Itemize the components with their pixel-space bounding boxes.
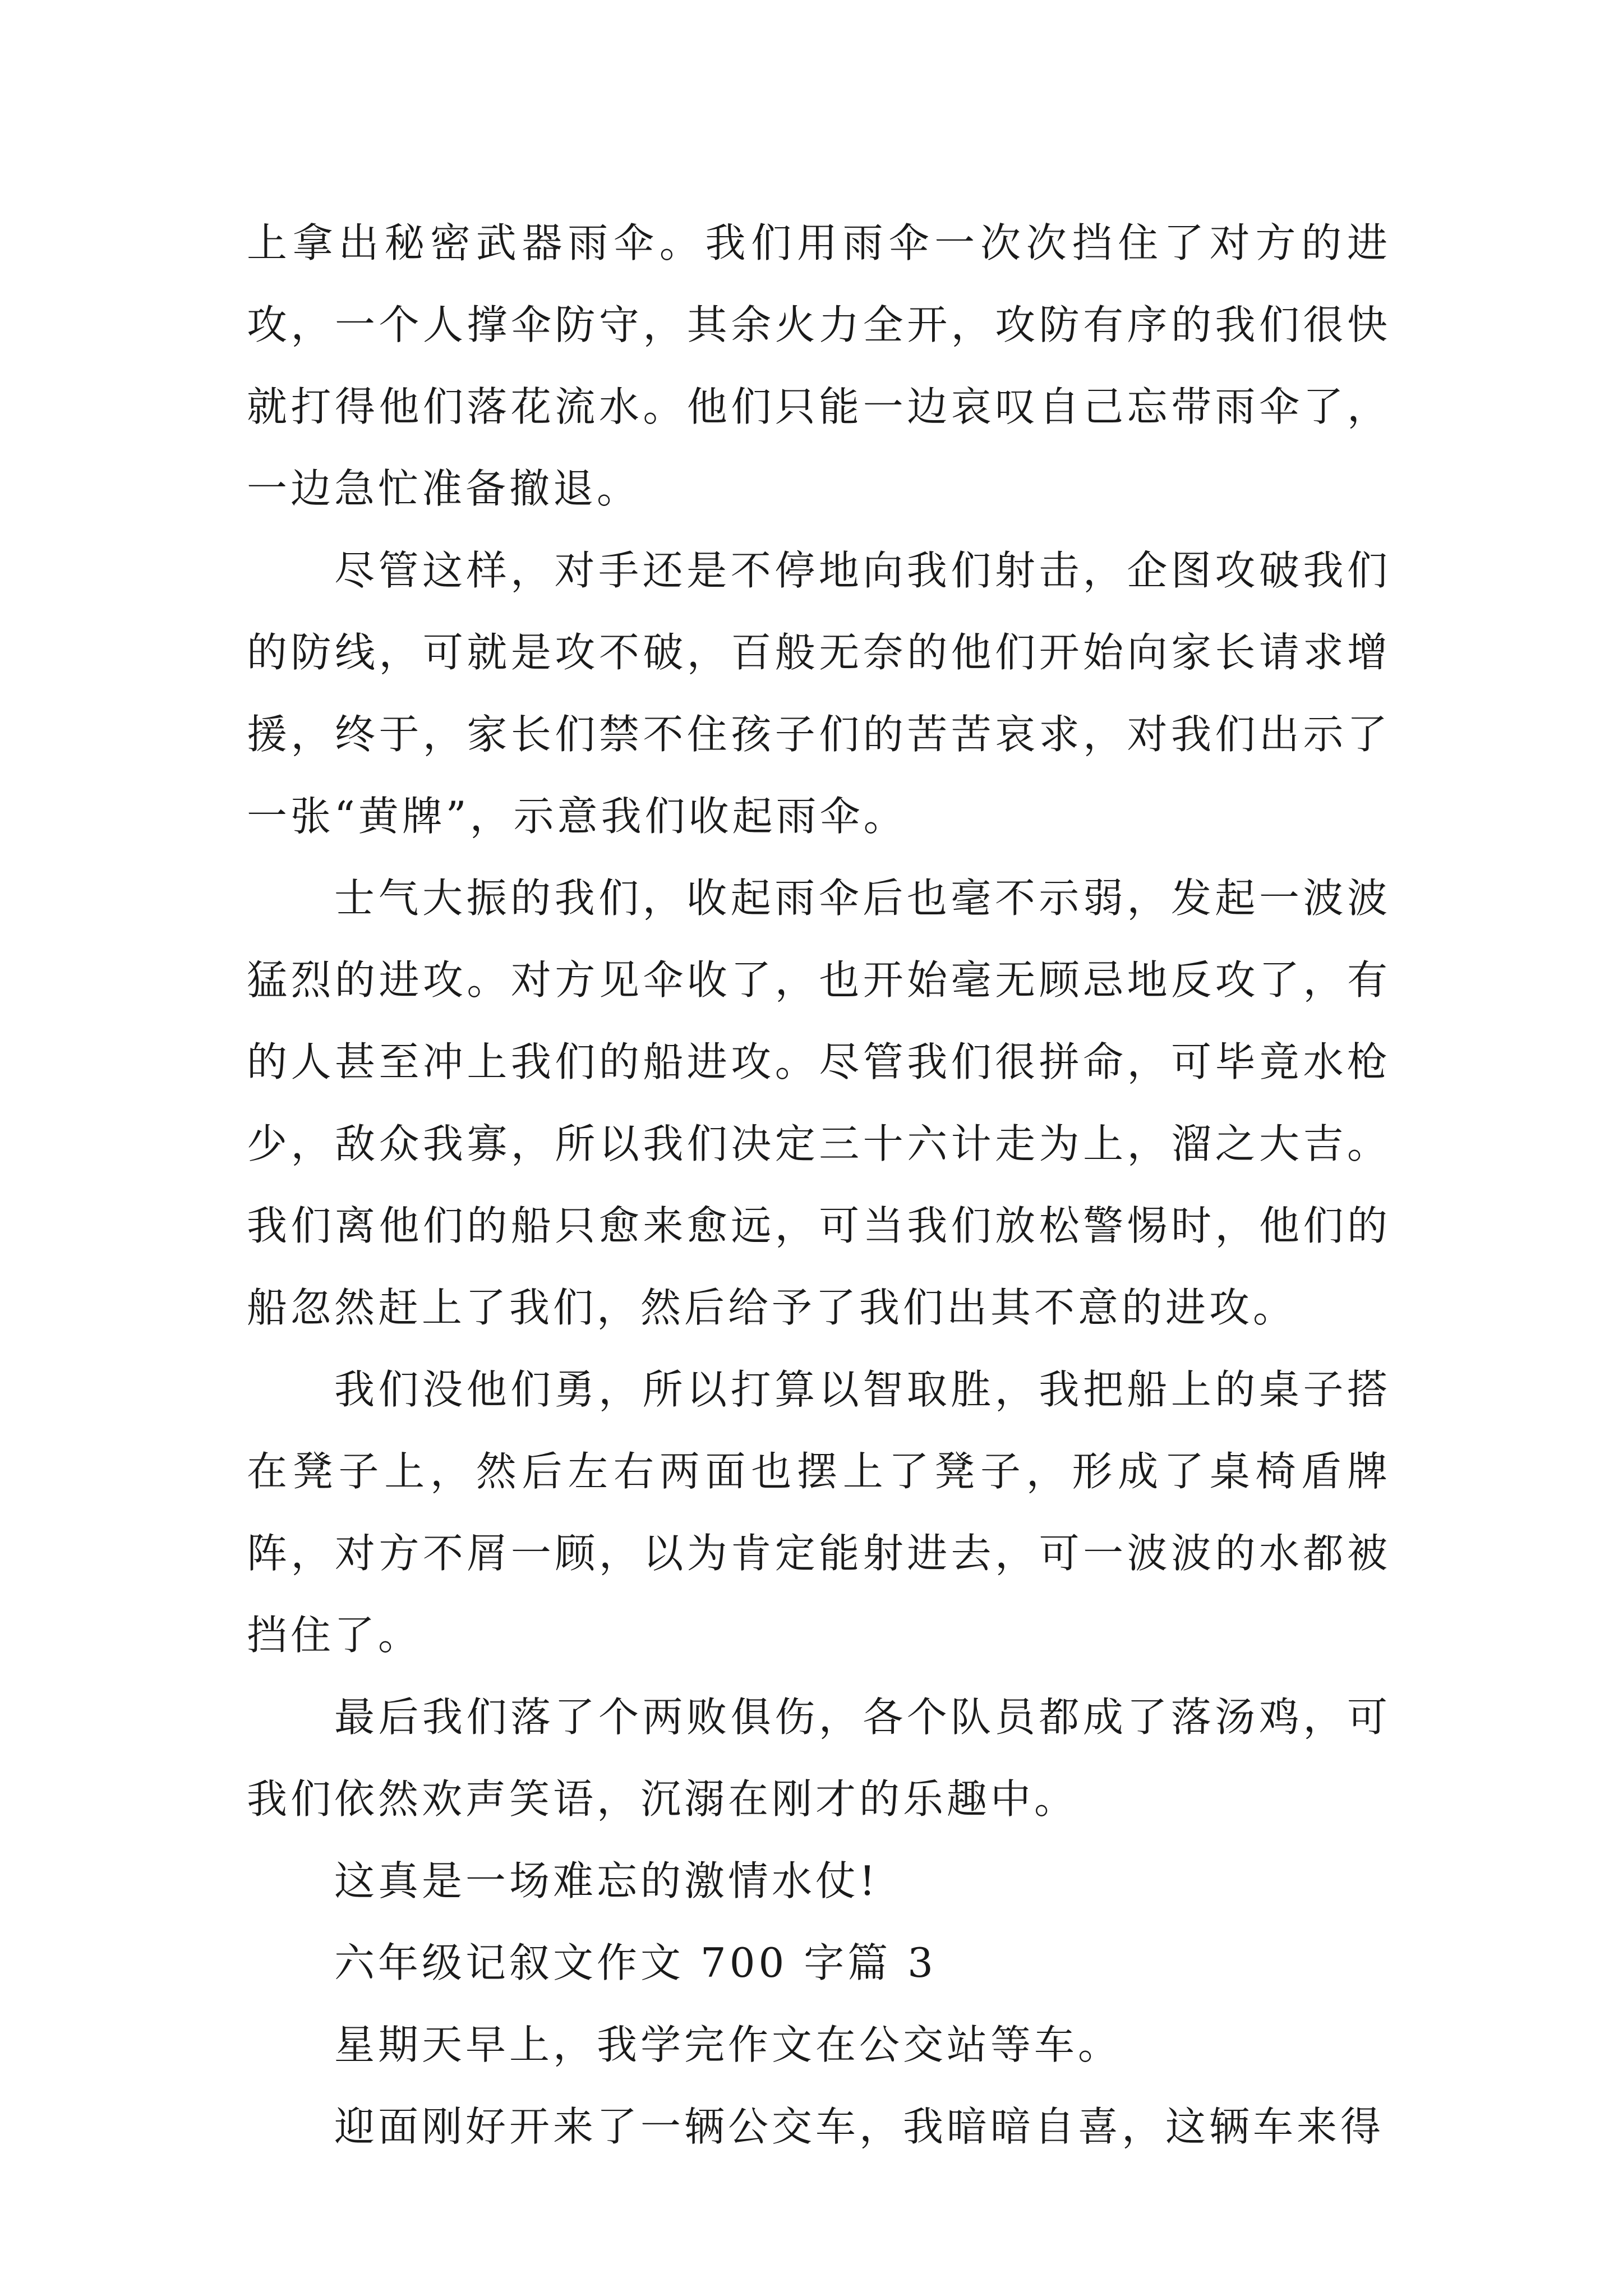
- section-heading: 六年级记叙文作文 700 字篇 3: [334, 1939, 937, 1986]
- paragraph-1: 上拿出秘密武器雨伞。我们用雨伞一次次挡住了对方的进攻，一个人撑伞防守，其余火力全开，攻防有序的我们很快就打得他们落花流水。他们只能一边哀叹自己忘带雨伞了，一边急忙准备撤退。: [247, 219, 1391, 512]
- paragraph-2: 尽管这样，对手还是不停地向我们射击，企图攻破我们的防线，可就是攻不破，百般无奈的他们开始向家长请求增援，终于，家长们禁不住孩子们的苦苦哀求，对我们出示了一张“黄牌”，示意我们收起雨伞。: [247, 547, 1391, 840]
- paragraph-8: 迎面刚好开来了一辆公交车，我暗暗自喜，这辆车来得: [334, 2103, 1385, 2150]
- paragraph-6: 这真是一场难忘的激情水仗!: [334, 1857, 879, 1904]
- paragraph-3: 士气大振的我们，收起雨伞后也毫不示弱，发起一波波猛烈的进攻。对方见伞收了，也开始毫无顾忌地反攻了，有的人甚至冲上我们的船进攻。尽管我们很拼命，可毕竟水枪少，敌众我寡，所以我们决定三十六计走为上，溜之大吉。我们离他们的船只愈来愈远，可当我们放松警惕时，他们的船忽然赶上了我们，然后给予了我们出其不意的进攻。: [247, 875, 1391, 1331]
- document-body: [247, 202, 1391, 2168]
- paragraph-7: 星期天早上，我学完作文在公交站等车。: [334, 2021, 1122, 2068]
- paragraph-5: 最后我们落了个两败俱伤，各个队员都成了落汤鸡，可我们依然欢声笑语，沉溺在刚才的乐趣中。: [247, 1694, 1391, 1823]
- paragraph-4: 我们没他们勇，所以打算以智取胜，我把船上的桌子搭在凳子上，然后左右两面也摆上了凳子，形成了桌椅盾牌阵，对方不屑一顾，以为肯定能射进去，可一波波的水都被挡住了。: [247, 1366, 1391, 1659]
